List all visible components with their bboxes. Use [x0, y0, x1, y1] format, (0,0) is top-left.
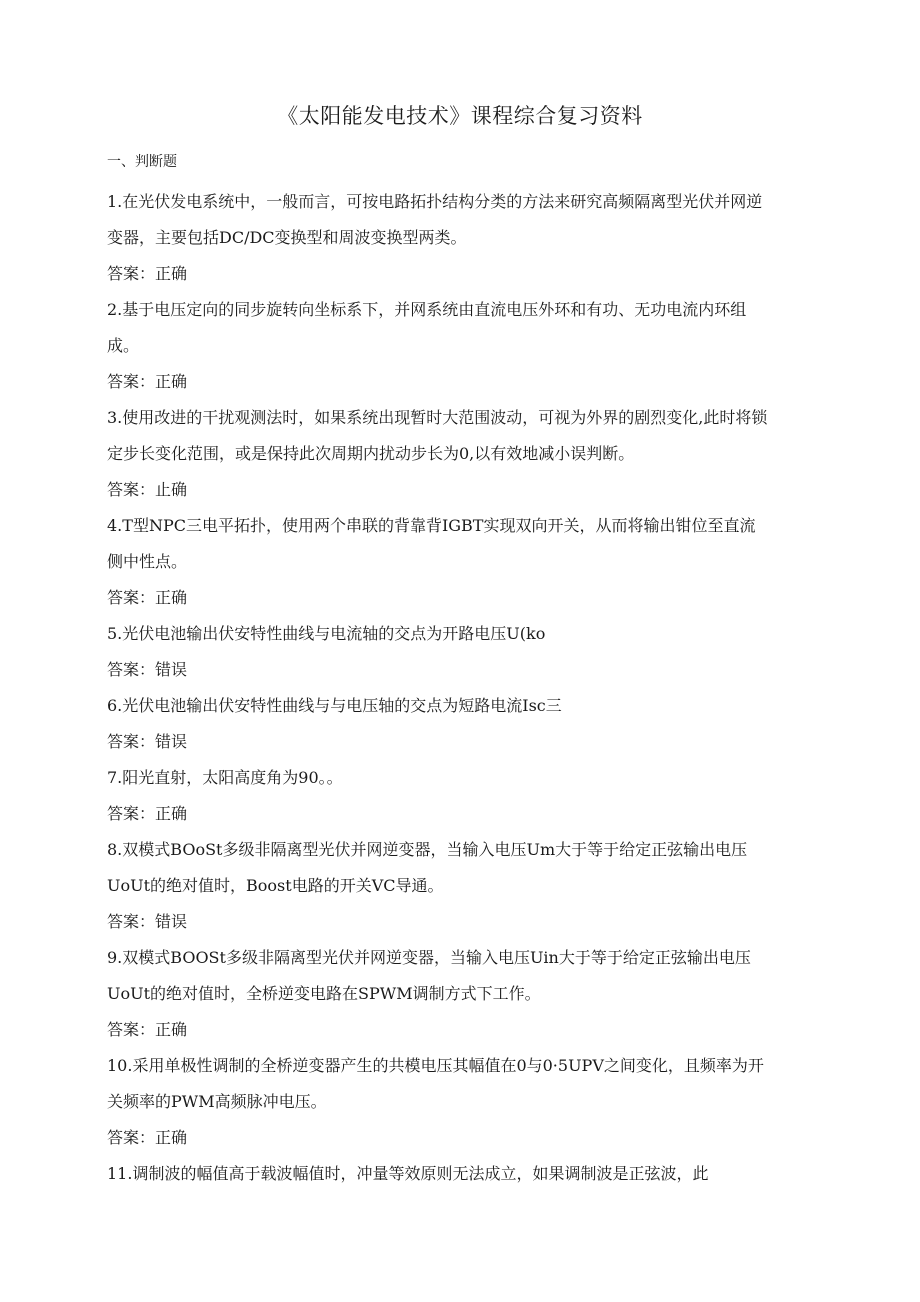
answer-label: 答案： [107, 1020, 156, 1039]
answer-value: 正确 [155, 804, 188, 823]
answer-value: 错误 [155, 912, 188, 931]
question-item [107, 1156, 813, 1192]
answer-value: 止确 [155, 480, 188, 499]
question-text: 11.调制波的幅值高于载波幅值时，冲量等效原则无法成立，如果调制波是正弦波，此 [107, 1164, 709, 1183]
answer-line [107, 652, 813, 688]
question-text-continued: 变器，主要包括DC/DC变换型和周波变换型两类。 [107, 228, 467, 247]
answer-label: 答案： [107, 264, 156, 283]
question-text: 10.采用单极性调制的全桥逆变器产生的共模电压其幅值在0与0·5UPV之间变化，且频率为开 [107, 1056, 764, 1075]
question-item [107, 616, 813, 688]
answer-label: 答案： [107, 660, 156, 679]
question-text: 4.T型NPC三电平拓扑，使用两个串联的背靠背IGBT实现双向开关，从而将输出钳位至直流 [107, 516, 756, 535]
question-text-continued: 侧中性点。 [107, 552, 188, 571]
answer-line [107, 256, 813, 292]
question-list [107, 184, 813, 1192]
answer-value: 错误 [155, 732, 188, 751]
answer-label: 答案： [107, 588, 156, 607]
question-item [107, 688, 813, 760]
question-text: 2.基于电压定向的同步旋转向坐标系下，并网系统由直流电压外环和有功、无功电流内环组 [107, 300, 747, 319]
question-item [107, 184, 813, 292]
question-text-continued: 成。 [107, 336, 140, 355]
question-text: 9.双模式BOOSt多级非隔离型光伏并网逆变器，当输入电压Uin大于等于给定正弦输出电压 [107, 948, 751, 967]
answer-line [107, 796, 813, 832]
question-item [107, 1048, 813, 1156]
answer-label: 答案： [107, 372, 156, 391]
answer-line [107, 904, 813, 940]
question-text-continued: 关频率的PWM高频脉冲电压。 [107, 1092, 327, 1111]
answer-line [107, 1120, 813, 1156]
question-item [107, 508, 813, 616]
answer-value: 正确 [155, 1020, 188, 1039]
question-text-continued: UoUt的绝对值时，全桥逆变电路在SPWM调制方式下工作。 [107, 984, 541, 1003]
question-text: 3.使用改进的干扰观测法时，如果系统出现暂时大范围波动，可视为外界的剧烈变化,此时将锁 [107, 408, 768, 427]
answer-value: 正确 [155, 588, 188, 607]
answer-line [107, 472, 813, 508]
answer-label: 答案： [107, 804, 156, 823]
answer-label: 答案： [107, 732, 156, 751]
question-text-continued: UoUt的绝对值时，Boost电路的开关VC导通。 [107, 876, 444, 895]
question-item [107, 760, 813, 832]
question-text: 5.光伏电池输出伏安特性曲线与电流轴的交点为开路电压U(ko [107, 624, 546, 643]
answer-value: 正确 [155, 1128, 188, 1147]
question-text: 8.双模式BOoSt多级非隔离型光伏并网逆变器，当输入电压Um大于等于给定正弦输出电压 [107, 840, 748, 859]
answer-value: 正确 [155, 372, 188, 391]
answer-label: 答案： [107, 480, 156, 499]
answer-line [107, 364, 813, 400]
answer-line [107, 580, 813, 616]
answer-line [107, 1012, 813, 1048]
question-text-continued: 定步长变化范围，或是保持此次周期内扰动步长为0,以有效地减小误判断。 [107, 444, 635, 463]
answer-label: 答案： [107, 912, 156, 931]
question-item [107, 832, 813, 940]
question-text: 1.在光伏发电系统中，一般而言，可按电路拓扑结构分类的方法来研究高频隔离型光伏并网逆 [107, 192, 763, 211]
question-item [107, 940, 813, 1048]
answer-line [107, 724, 813, 760]
question-item [107, 292, 813, 400]
answer-label: 答案： [107, 1128, 156, 1147]
answer-value: 正确 [155, 264, 188, 283]
answer-value: 错误 [155, 660, 188, 679]
question-text: 6.光伏电池输出伏安特性曲线与与电压轴的交点为短路电流Isc三 [107, 696, 562, 715]
question-text: 7.阳光直射，太阳高度角为90。。 [107, 768, 343, 787]
document-title: 《太阳能发电技术》课程综合复习资料 [277, 104, 643, 128]
section-heading: 一、判断题 [107, 154, 177, 170]
question-item [107, 400, 813, 508]
